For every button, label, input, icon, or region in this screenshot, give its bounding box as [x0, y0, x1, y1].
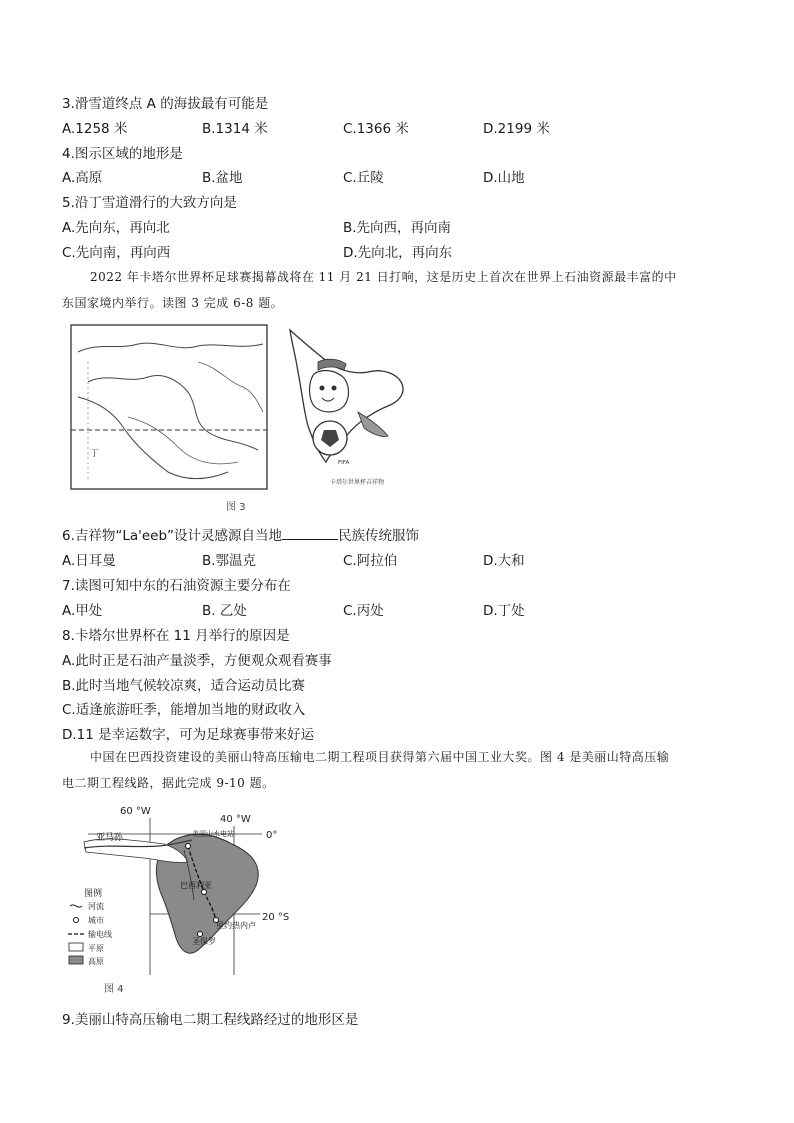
q4-option-d: D.山地 — [483, 170, 525, 186]
legend-city-label: 城市 — [88, 916, 104, 925]
q6-stem-after: 民族传统服饰 — [338, 528, 420, 544]
amazon-river-label: 亚马孙 — [96, 833, 124, 843]
q7-option-a: A.甲处 — [62, 603, 103, 619]
figure-3 — [68, 322, 408, 494]
figure-4-graphic — [64, 800, 314, 996]
q3-option-c: C.1366 米 — [343, 121, 409, 137]
intro-2-line-2: 电二期工程线路，据此完成 9-10 题。 — [62, 776, 275, 790]
q6-option-c: C.阿拉伯 — [343, 553, 398, 569]
q3-option-a: A.1258 米 — [62, 121, 128, 137]
city-marker-brasilia — [202, 890, 207, 895]
city-label-belo-monte: 美丽山水电站 — [192, 830, 234, 838]
figure-4 — [64, 800, 314, 996]
longitude-60w-label: 60 °W — [120, 806, 151, 817]
equator-label: 0° — [266, 830, 278, 841]
legend-plain-symbol — [69, 943, 83, 951]
q4-stem: 4.图示区域的地形是 — [62, 146, 183, 162]
q5-option-d: D.先向北，再向东 — [343, 245, 453, 261]
intro-1-line-1: 2022 年卡塔尔世界杯足球赛揭幕战将在 11 月 21 日打响，这是历史上首次在世界上石油资源最丰富的中 — [90, 270, 677, 284]
figure-3-caption: 图 3 — [226, 502, 246, 513]
q3-option-d: D.2199 米 — [483, 121, 550, 137]
legend-river-label: 河流 — [88, 902, 104, 911]
map-label-ding: 丁 — [90, 449, 100, 459]
q7-stem: 7.读图可知中东的石油资源主要分布在 — [62, 578, 291, 594]
city-label-sao-paulo: 圣保罗 — [192, 937, 216, 946]
q7-option-b: B. 乙处 — [202, 603, 247, 619]
legend-plain-label: 平原 — [88, 944, 104, 953]
q3-option-b: B.1314 米 — [202, 121, 268, 137]
intro-1-line-2: 东国家境内举行。读图 3 完成 6-8 题。 — [62, 296, 284, 310]
legend-title: 图例 — [84, 889, 103, 899]
mascot-illustration — [290, 330, 403, 486]
latitude-20s-label: 20 °S — [262, 912, 290, 923]
q8-option-a: A.此时正是石油产量淡季，方便观众观看赛事 — [62, 653, 332, 669]
q6-option-d: D.大和 — [483, 553, 525, 569]
city-label-rio: 里约热内卢 — [216, 921, 256, 930]
legend-line-label: 输电线 — [88, 930, 112, 939]
legend-city-symbol — [74, 918, 79, 923]
q3-stem: 3.滑雪道终点 A 的海拔最有可能是 — [62, 96, 269, 112]
q4-option-b: B.盆地 — [202, 170, 243, 186]
q9-stem: 9.美丽山特高压输电二期工程线路经过的地形区是 — [62, 1012, 359, 1028]
intro-paragraph-1 — [62, 264, 732, 316]
q6-option-b: B.鄂温克 — [202, 553, 257, 569]
intro-2-line-1: 中国在巴西投资建设的美丽山特高压输电二期工程项目获得第六届中国工业大奖。图 4 是美丽山特高压输 — [90, 750, 670, 764]
mascot-brand-label: FIFA — [338, 460, 350, 466]
q6-blank[interactable] — [282, 527, 338, 540]
intro-paragraph-2 — [62, 744, 732, 796]
q6-stem-before: 6.吉祥物“La'eeb”设计灵感源自当地 — [62, 528, 283, 544]
q5-option-c: C.先向南，再向西 — [62, 245, 171, 261]
city-label-brasilia: 巴西利亚 — [180, 881, 212, 890]
figure-4-caption: 图 4 — [104, 984, 124, 995]
q8-option-b: B.此时当地气候较凉爽，适合运动员比赛 — [62, 678, 306, 694]
q6-stem — [62, 524, 419, 544]
q8-stem: 8.卡塔尔世界杯在 11 月举行的原因是 — [62, 628, 290, 644]
legend-plateau-symbol — [69, 956, 83, 964]
q6-option-a: A.日耳曼 — [62, 553, 116, 569]
mascot-caption: 卡塔尔世界杯吉祥物 — [330, 479, 385, 486]
q7-option-c: C.丙处 — [343, 603, 384, 619]
q4-option-a: A.高原 — [62, 170, 103, 186]
city-marker-belo-monte — [186, 844, 191, 849]
figure-3-graphic — [68, 322, 408, 494]
q8-option-d: D.11 是幸运数字，可为足球赛事带来好运 — [62, 727, 315, 743]
q8-option-c: C.适逢旅游旺季，能增加当地的财政收入 — [62, 702, 306, 718]
longitude-40w-label: 40 °W — [220, 814, 251, 825]
q5-option-a: A.先向东，再向北 — [62, 220, 170, 236]
legend-river-symbol — [70, 905, 82, 907]
q4-option-c: C.丘陵 — [343, 170, 384, 186]
city-marker-sao-paulo — [198, 932, 203, 937]
q5-option-b: B.先向西，再向南 — [343, 220, 452, 236]
q7-option-d: D.丁处 — [483, 603, 525, 619]
middle-east-map-frame — [71, 325, 267, 489]
legend-plateau-label: 高原 — [88, 957, 104, 966]
q5-stem: 5.沿丁雪道滑行的大致方向是 — [62, 195, 237, 211]
